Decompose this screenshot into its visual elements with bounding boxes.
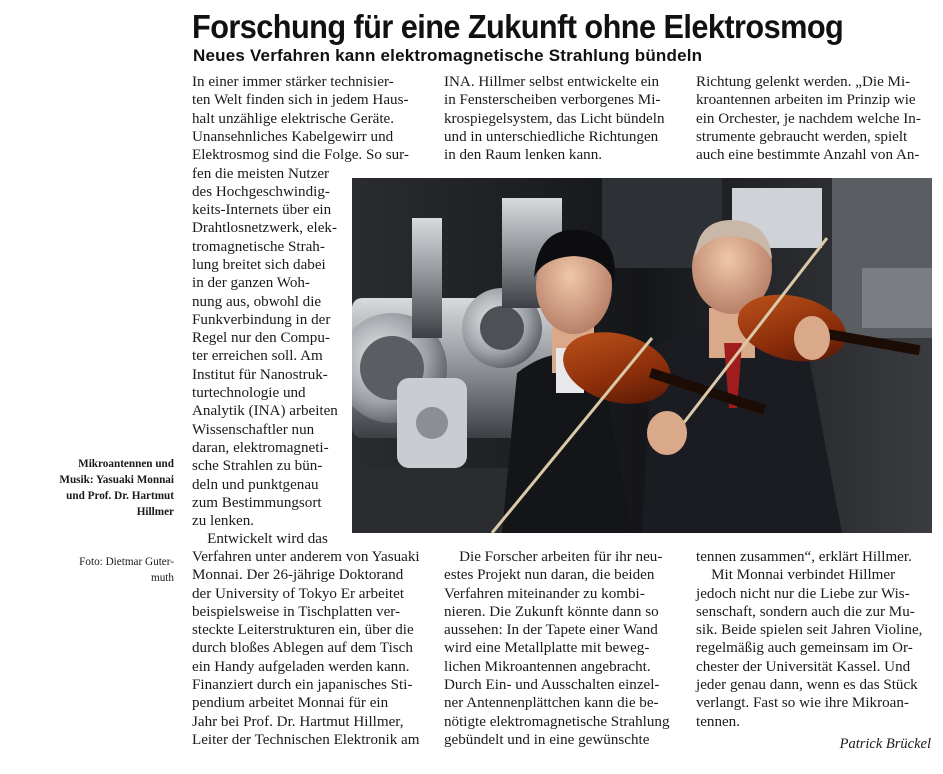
text-line: des Hochgeschwindig- [192,183,330,200]
text-line: daran, elektromagneti- [192,439,329,456]
text-line: sik. Beide spielen seit Jahren Violine, [696,622,923,639]
text-line: Elektrosmog sind die Folge. So sur- [192,147,409,164]
text-line: lichen Mikroantennen angebracht. [444,658,651,675]
text-line: Unansehnliches Kabelgewirr und [192,128,394,145]
text-line: tromagnetische Strah- [192,238,325,255]
article-photo [352,178,932,533]
text-line: jedoch nicht nur die Liebe zur Wis- [696,585,910,602]
text-line: wird eine Metallplatte mit beweg- [444,640,650,657]
text-line: und in unterschiedliche Richtungen [444,128,659,145]
text-line: jeder genau dann, wenn es das Stück [696,677,918,694]
column-3-bottom [696,548,922,731]
text-line: Monnai. Der 26-jährige Doktorand [192,567,404,584]
text-line: zu lenken. [192,513,255,530]
text-line: regelmäßig auch gemeinsam im Or- [696,640,913,657]
author-byline: Patrick Brückel [839,736,931,752]
text-line: In einer immer stärker technisier- [192,74,394,90]
text-line: Mit Monnai verbindet Hillmer [696,567,896,584]
text-line: durch bloßes Ablegen auf dem Tisch [192,640,413,657]
text-line: lung breitet sich dabei [192,256,326,273]
text-line: ten Welt finden sich in jedem Haus- [192,92,409,109]
text-line: nötigte elektromagnetische Strahlung [444,713,670,730]
text-line: turtechnologie und [192,385,306,402]
column-2-bottom [444,548,670,749]
text-line: Drahtlosnetzwerk, elek- [192,220,338,237]
photo-caption [40,424,174,602]
text-line: nung aus, obwohl die [192,293,322,310]
text-line: aussehen: In der Tapete einer Wand [444,622,658,639]
text-line: Verfahren miteinander zu kombi- [444,585,645,602]
photo-illustration [352,178,932,533]
text-line: Funkverbindung in der [192,311,331,328]
text-line: Leiter der Technischen Elektronik am [192,731,420,748]
text-line: ter erreichen soll. Am [192,348,323,365]
text-line: estes Projekt nun daran, die beiden [444,567,655,584]
text-line: ner Antennenplättchen kann die be- [444,695,659,712]
column-2-top [444,73,665,164]
text-line: steckte Leiterstrukturen ein, über die [192,622,414,639]
text-line: Richtung gelenkt werden. „Die Mi- [696,74,911,90]
text-line: tennen zusammen“, erklärt Hillmer. [696,549,912,565]
text-line: Finanziert durch ein japanisches Sti- [192,677,413,694]
text-line: Verfahren unter anderem von Yasuaki [192,549,420,565]
text-line: Jahr bei Prof. Dr. Hartmut Hillmer, [192,713,404,730]
column-1-bottom [192,548,420,749]
text-line: zum Bestimmungsort [192,494,322,511]
text-line: Entwickelt wird das [192,531,328,548]
column-1-top [192,73,409,164]
text-line: chester der Universität Kassel. Und [696,658,911,675]
text-line: Analytik (INA) arbeiten [192,403,338,420]
text-line: INA. Hillmer selbst entwickelte ein [444,74,660,90]
subheadline: Neues Verfahren kann elektromagnetische Strahlung bündeln [193,46,703,65]
text-line: strumente gebraucht werden, spielt [696,128,908,145]
text-line: krospiegelsystem, das Licht bündeln [444,110,665,127]
text-line: in der ganzen Woh- [192,275,310,292]
caption-text: Mikroantennen und Musik: Yasuaki Monnai und Prof. Dr. Hartmut Hillmer [59,458,174,518]
text-line: in Fensterscheiben verborgenes Mi- [444,92,661,109]
text-line: Regel nur den Compu- [192,330,330,347]
text-line: tennen. [696,713,741,730]
text-line: ein Handy aufgeladen werden kann. [192,658,410,675]
text-line: der University of Tokyo Er arbeitet [192,585,405,602]
text-line: halt unzählige elektrische Geräte. [192,110,394,127]
text-line: beispielsweise in Tischplatten ver- [192,603,401,620]
text-line: in den Raum lenken kann. [444,147,603,164]
text-line: gebündelt und in eine gewünschte [444,731,650,748]
text-line: Wissenschaftler nun [192,421,315,438]
text-line: fen die meisten Nutzer [192,165,330,182]
text-line: verlangt. Fast so wie ihre Mikroan- [696,695,909,712]
column-3-top [696,73,921,164]
text-line: nieren. Die Zukunft könnte dann so [444,603,659,620]
text-line: sche Strahlen zu bün- [192,458,323,475]
text-line: Institut für Nanostruk- [192,366,328,383]
text-line: ein Orchester, je nachdem welche In- [696,110,921,127]
text-line: kroantennen arbeiten im Prinzip wie [696,92,916,109]
text-line: senschaft, sondern auch die zur Mu- [696,603,915,620]
text-line: keits-Internets über ein [192,202,332,219]
text-line: Die Forscher arbeiten für ihr neu- [444,549,663,565]
text-line: auch eine bestimmte Anzahl von An- [696,147,920,164]
column-1-middle [192,165,338,549]
text-line: deln und punktgenau [192,476,319,493]
photo-credit: Foto: Dietmar Guter- muth [79,556,174,584]
headline: Forschung für eine Zukunft ohne Elektrosmog [192,8,844,45]
text-line: pendium arbeitet Monnai für ein [192,695,389,712]
text-line: Durch Ein- und Ausschalten einzel- [444,677,660,694]
